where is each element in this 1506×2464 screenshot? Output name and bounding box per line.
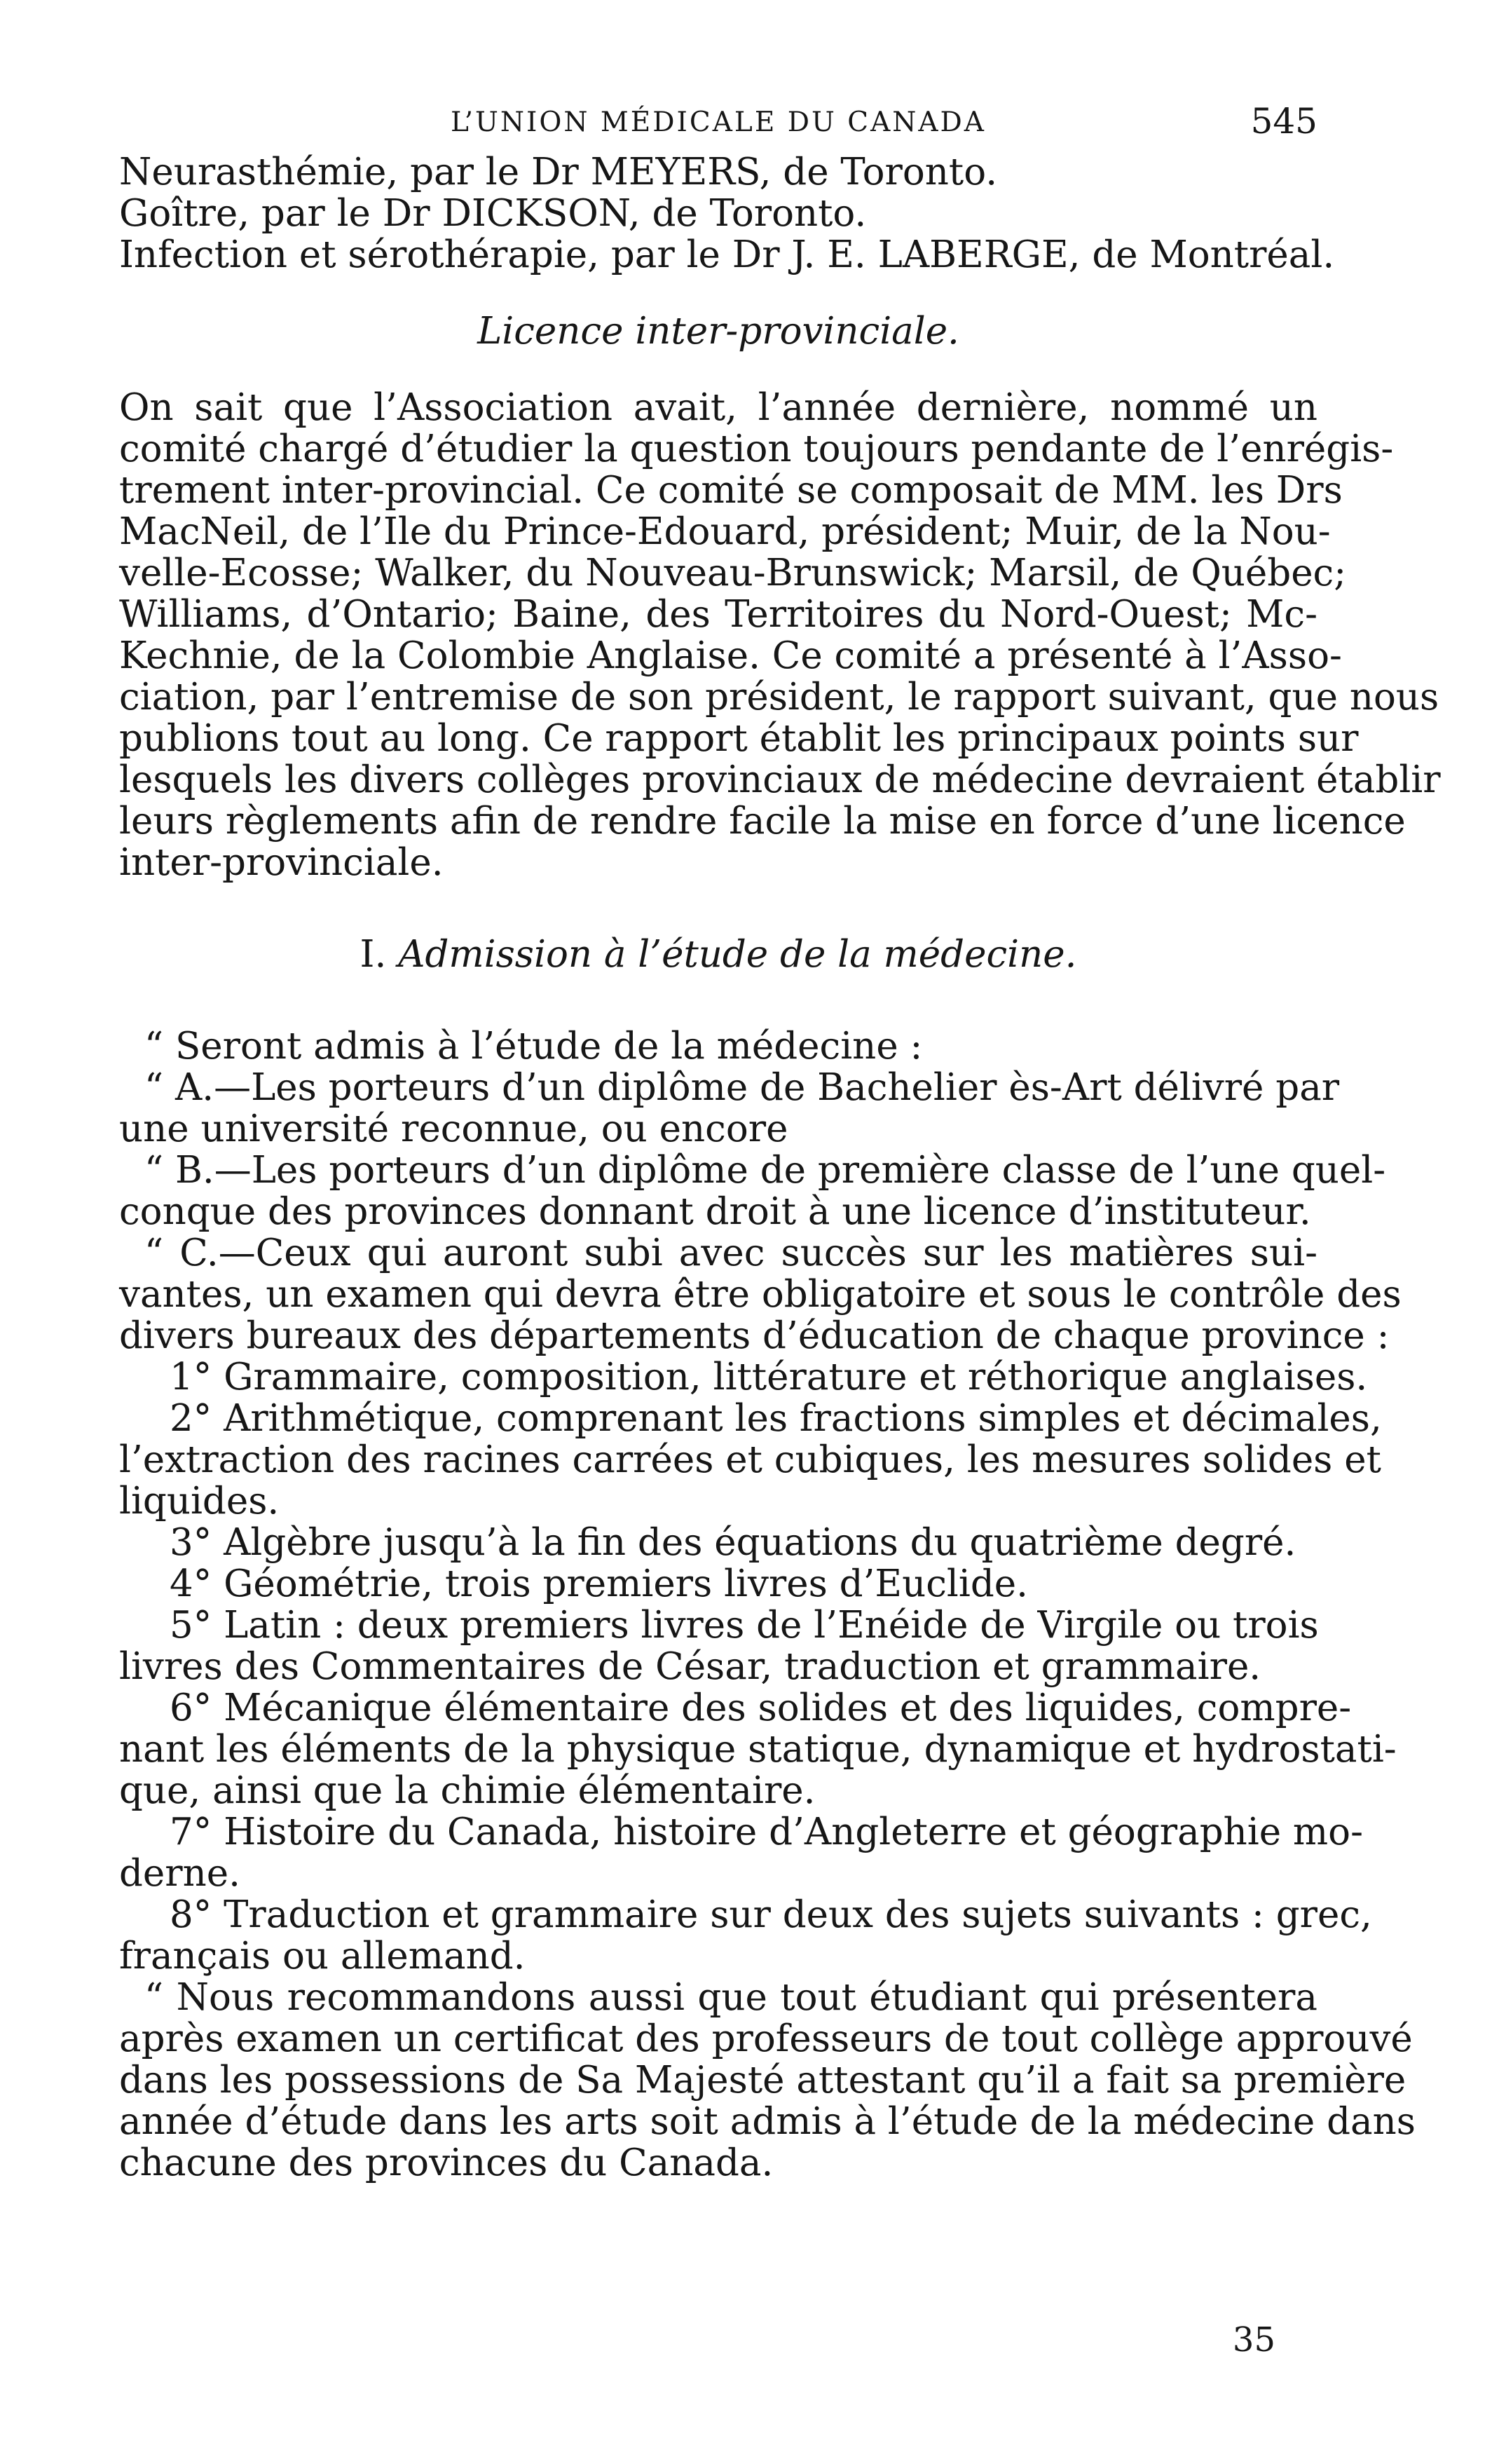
text-line: “ A.—Les porteurs d’un diplôme de Bachelier ès-Art délivré par: [144, 1066, 1340, 1109]
text-line: chacune des provinces du Canada.: [119, 2142, 774, 2184]
text-line: publions tout au long. Ce rapport établit les principaux points sur: [119, 717, 1359, 760]
text-line: 4° Géométrie, trois premiers livres d’Euclide.: [170, 1563, 1028, 1605]
page-body: [119, 91, 1441, 2404]
text-line: “ B.—Les porteurs d’un diplôme de première classe de l’une quel-: [144, 1149, 1386, 1192]
text-line: 3° Algèbre jusqu’à la fin des équations du quatrième degré.: [170, 1521, 1296, 1564]
text-line: Kechnie, de la Colombie Anglaise. Ce comité a présenté à l’Asso-: [119, 634, 1342, 677]
text-line: français ou allemand.: [119, 1935, 526, 1978]
text-line: année d’étude dans les arts soit admis à l’étude de la médecine dans: [119, 2100, 1416, 2143]
page-number: 545: [1250, 101, 1317, 142]
text-line: vantes, un examen qui devra être obligatoire et sous le contrôle des: [119, 1273, 1402, 1316]
text-line: 8° Traduction et grammaire sur deux des sujets suivants : grec,: [170, 1893, 1372, 1936]
list-item: Neurasthémie, par le Dr MEYERS, de Toronto.: [119, 151, 998, 193]
text-line: “ Seront admis à l’étude de la médecine :: [144, 1025, 923, 1068]
text-line: comité chargé d’étudier la question toujours pendante de l’enrégis-: [119, 428, 1394, 470]
text-line: l’extraction des racines carrées et cubiques, les mesures solides et: [119, 1438, 1381, 1481]
text-line: inter-provinciale.: [119, 841, 444, 884]
text-line: velle-Ecosse; Walker, du Nouveau-Brunswick; Marsil, de Québec;: [119, 552, 1347, 594]
text-line: 5° Latin : deux premiers livres de l’Enéide de Virgile ou trois: [170, 1604, 1319, 1647]
text-line: que, ainsi que la chimie élémentaire.: [119, 1769, 816, 1812]
text-line: leurs règlements afin de rendre facile la mise en force d’une licence: [119, 800, 1406, 843]
list-item: Infection et sérothérapie, par le Dr J. E. LABERGE, de Montréal.: [119, 233, 1335, 276]
lecture-list: [119, 151, 1335, 276]
text-line: On sait que l’Association avait, l’année dernière, nommé un: [119, 386, 1317, 429]
text-line: nant les éléments de la physique statique, dynamique et hydrostati-: [119, 1728, 1397, 1771]
heading-numeral: I.: [360, 933, 387, 976]
text-line: lesquels les divers collèges provinciaux de médecine devraient établir: [119, 758, 1441, 801]
text-line: dans les possessions de Sa Majesté attestant qu’il a fait sa première: [119, 2059, 1406, 2102]
text-line: trement inter-provincial. Ce comité se composait de MM. les Drs: [119, 469, 1343, 512]
section-heading: Licence inter-provinciale.: [477, 310, 959, 353]
text-line: liquides.: [119, 1480, 280, 1523]
heading-title: Admission à l’étude de la médecine.: [398, 933, 1077, 976]
signature-mark: 35: [1232, 2320, 1275, 2360]
text-line: une université reconnue, ou encore: [119, 1108, 788, 1150]
text-line: 7° Histoire du Canada, histoire d’Angleterre et géographie mo-: [170, 1811, 1363, 1853]
text-line: Williams, d’Ontario; Baine, des Territoires du Nord-Ouest; Mc-: [119, 593, 1317, 636]
list-item: Goître, par le Dr DICKSON, de Toronto.: [119, 192, 867, 235]
text-line: “ Nous recommandons aussi que tout étudiant qui présentera: [144, 1976, 1317, 2019]
paragraph-admission: [119, 1025, 1416, 2184]
text-line: MacNeil, de l’Ile du Prince-Edouard, président; Muir, de la Nou-: [119, 510, 1331, 553]
running-head: L’UNION MÉDICALE DU CANADA: [451, 107, 986, 138]
text-line: après examen un certificat des professeurs de tout collège approuvé: [119, 2017, 1413, 2060]
text-line: divers bureaux des départements d’éducation de chaque province :: [119, 1314, 1390, 1357]
text-line: 2° Arithmétique, comprenant les fractions simples et décimales,: [170, 1397, 1382, 1440]
page-header: [119, 91, 1317, 147]
section-heading-admission: [119, 934, 1317, 975]
text-line: 1° Grammaire, composition, littérature et réthorique anglaises.: [170, 1356, 1368, 1398]
text-line: livres des Commentaires de César, traduction et grammaire.: [119, 1645, 1261, 1688]
text-line: ciation, par l’entremise de son président, le rapport suivant, que nous: [119, 676, 1439, 719]
text-line: “ C.—Ceux qui auront subi avec succès sur les matières sui-: [144, 1232, 1317, 1274]
text-line: derne.: [119, 1852, 240, 1895]
paragraph-licence: [119, 386, 1441, 884]
text-line: conque des provinces donnant droit à une licence d’instituteur.: [119, 1190, 1311, 1233]
text-line: 6° Mécanique élémentaire des solides et des liquides, compre-: [170, 1687, 1352, 1729]
